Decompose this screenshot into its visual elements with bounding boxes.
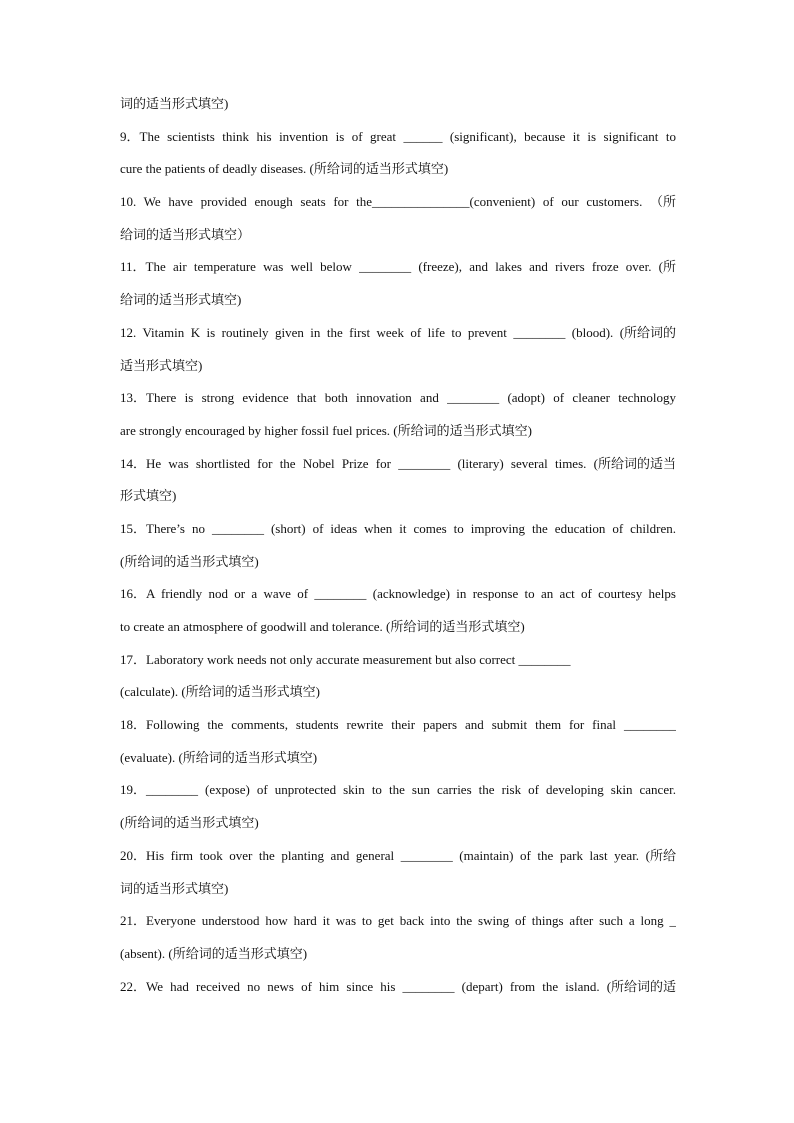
- text-line: 给词的适当形式填空）: [120, 226, 251, 242]
- text-line: 22．We had received no news of him since his ________ (depart) from the island. (所给词的适: [120, 978, 676, 994]
- text-line: 形式填空): [120, 488, 177, 504]
- text-line: 15．There’s no ________ (short) of ideas when it comes to improving the education of children.: [120, 520, 676, 536]
- text-line: 9．The scientists think his invention is of great ______ (significant), because it is significant to: [120, 128, 676, 144]
- text-line: 21．Everyone understood how hard it was to get back into the swing of things after such a long _: [120, 913, 676, 929]
- text-line: 10. We have provided enough seats for the_______________(convenient) of our customers. （所: [120, 194, 676, 210]
- text-line: 19．________ (expose) of unprotected skin to the sun carries the risk of developing skin cancer.: [120, 782, 676, 798]
- text-line: 适当形式填空): [120, 357, 203, 373]
- text-line: 11．The air temperature was well below ________ (freeze), and lakes and rivers froze over. (所: [120, 259, 676, 275]
- text-line: 20．His firm took over the planting and general ________ (maintain) of the park last year. (所给: [120, 847, 676, 863]
- text-line: cure the patients of deadly diseases. (所给词的适当形式填空): [120, 161, 449, 177]
- text-line: (absent). (所给词的适当形式填空): [120, 945, 308, 961]
- text-line: 给词的适当形式填空): [120, 292, 242, 308]
- text-line: (所给词的适当形式填空): [120, 815, 259, 831]
- text-line: 词的适当形式填空): [120, 96, 229, 111]
- text-line: 13．There is strong evidence that both innovation and ________ (adopt) of cleaner technology: [120, 390, 676, 406]
- text-line: 18．Following the comments, students rewrite their papers and submit them for final ________: [120, 717, 676, 733]
- text-line: are strongly encouraged by higher fossil fuel prices. (所给词的适当形式填空): [120, 422, 532, 438]
- text-line: (所给词的适当形式填空): [120, 553, 259, 569]
- text-line: 17．Laboratory work needs not only accurate measurement but also correct ________: [120, 651, 571, 667]
- text-line: 词的适当形式填空): [120, 880, 229, 896]
- text-line: 14．He was shortlisted for the Nobel Prize for ________ (literary) several times. (所给词的适当: [120, 455, 676, 471]
- text-line: (evaluate). (所给词的适当形式填空): [120, 749, 318, 765]
- document-body: [120, 92, 676, 1007]
- text-line: to create an atmosphere of goodwill and tolerance. (所给词的适当形式填空): [120, 619, 525, 634]
- text-line: 16．A friendly nod or a wave of ________ (acknowledge) in response to an act of courtesy helps: [120, 586, 676, 602]
- text-line: (calculate). (所给词的适当形式填空): [120, 684, 321, 700]
- text-line: 12. Vitamin K is routinely given in the first week of life to prevent ________ (blood). (所给词的: [120, 324, 676, 340]
